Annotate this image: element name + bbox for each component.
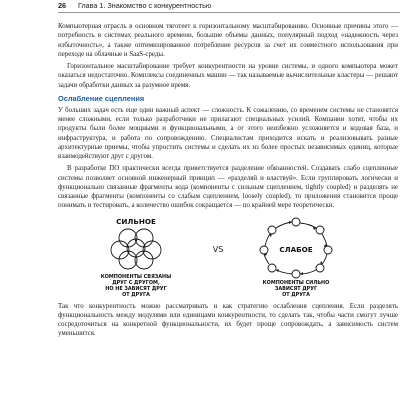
- strong-caption-line-3: НО НЕ ЗАВИСЯТ ДРУГ: [105, 285, 167, 292]
- weak-caption-line-2: ЗАВИСЯТ ДРУГ: [274, 285, 318, 292]
- paragraph-horizontal-scaling: Компьютерная отрасль в основном тяготеет к горизонтальному масштабированию. Основные причины этого — потребность в системах реального времени, большие объемы данных, популярный подход «надежность через избыточность», а также оптимизированное потребление ресурсов за счет их совместного использования при переходе на облачные и SaaS-среды.: [58, 23, 398, 58]
- running-header: [58, 0, 400, 13]
- weak-caption-line-1: КОМПОНЕНТЫ СИЛЬНО: [262, 279, 330, 286]
- strong-caption-line-4: ОТ ДРУГА: [122, 291, 150, 298]
- paragraph-concurrency-decoupling: Так что конкурентность можно рассматривать и как стратегию ослабления сцепления. Если разделять функциональность между модулями или единицами конкурентности, то сделать так, чтобы части смогут лучше сосредоточиться на конкретной функциональности, их будет проще сопровождать, а зависимость систем уменьшится.: [58, 302, 398, 338]
- strong-title: СИЛЬНОЕ: [116, 216, 156, 226]
- chapter-title: Глава 1. Знакомство с конкурентностью: [78, 1, 212, 10]
- weak-title: СЛАБОЕ: [279, 244, 313, 254]
- versus-label: VS: [212, 244, 224, 254]
- section-title: Ослабление сцепления: [58, 93, 145, 103]
- interlocked-circles-icon: [111, 229, 161, 269]
- strong-caption-line-1: КОМПОНЕНТЫ СВЯЗАНЫ: [100, 273, 172, 280]
- coupling-illustration: [58, 216, 398, 298]
- paragraph-complexity: У больших задач есть еще один важный аспект — сложность. К сожалению, со временем системы не становятся менее сложными, если только разработчики не прилагают специальных усилий. Компании хотят, чтобы их продукты были более мощными и функциональными, а от этого неизбежно усложняется и кодовая база, и инфраструктура, и работа по сопровождению. Специалистам приходится искать и реализовывать разные архитектурные приемы, чтобы упростить системы и сделать их из более простых независимых единиц, которые взаимодействуют друг с другом.: [58, 106, 398, 160]
- paragraph-separation-of-concerns: В разработке ПО практически всегда приветствуется разделение обязанностей. Создавать слабо сцепленные системы позволяет основной инженерный принцип — «разделяй и властвуй». Если группировать логически и функционально связанные фрагменты кода (компоненты с сильным сцеплением, tightly coupled) и разделять не связанные фрагменты (компоненты со слабым сцеплением, loosely coupled), то приложения становится проще понимать и тестировать, а количество ошибок сокращается — по крайней мере теоретически.: [58, 165, 398, 210]
- strong-caption-line-2: ДРУГ С ДРУГОМ,: [112, 279, 160, 286]
- weak-caption-line-3: ОТ ДРУГА: [282, 291, 310, 298]
- page-number: 26: [58, 1, 66, 10]
- paragraph-clusters: Горизонтальное масштабирование требует конкурентности на уровне системы, и одного компьютера может оказаться недостаточно. Комплексы соединенных машин — так называемые вычислительные кластеры — решают задачи обработки данных за разумное время.: [58, 63, 398, 89]
- page-body: [58, 22, 398, 339]
- coupling-diagram: [58, 216, 398, 298]
